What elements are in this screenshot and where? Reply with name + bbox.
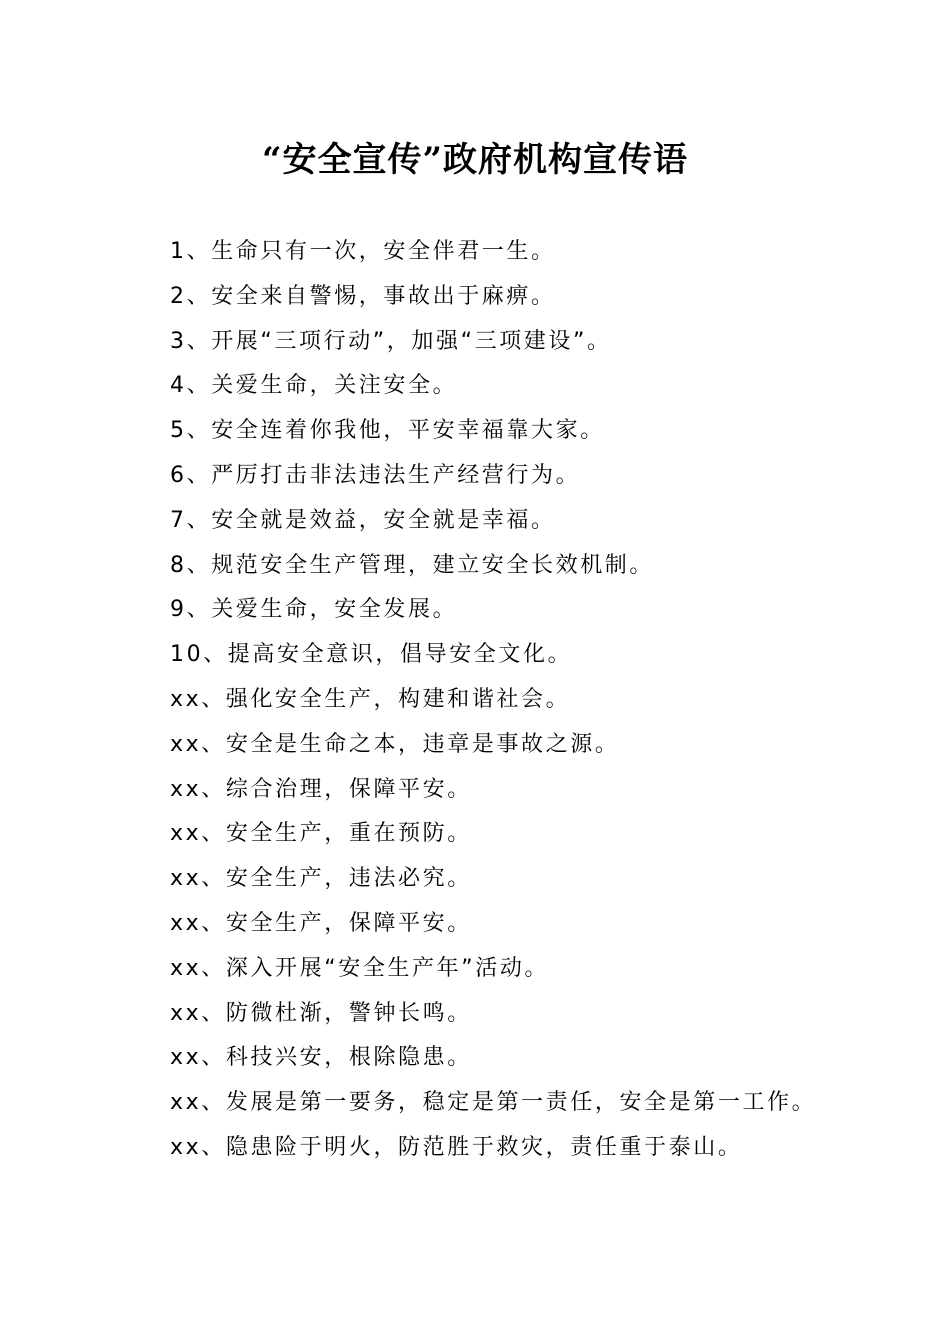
slogan-item: xx、隐患险于明火，防范胜于救灾，责任重于泰山。 <box>170 1134 743 1160</box>
slogan-item: 3、开展“三项行动”，加强“三项建设”。 <box>170 328 612 354</box>
slogan-item: xx、安全生产，违法必究。 <box>170 866 472 892</box>
slogan-item: 1、生命只有一次，安全伴君一生。 <box>170 239 556 264</box>
slogan-item: xx、发展是第一要务，稳定是第一责任，安全是第一工作。 <box>170 1090 817 1116</box>
slogan-item: xx、安全生产，重在预防。 <box>170 821 472 847</box>
document-title: “安全宣传”政府机构宣传语 <box>261 140 689 180</box>
slogan-item: xx、科技兴安，根除隐患。 <box>170 1045 472 1071</box>
slogan-item: 2、安全来自警惕，事故出于麻痹。 <box>170 283 556 309</box>
slogan-item: xx、强化安全生产，构建和谐社会。 <box>170 686 571 712</box>
slogan-item: xx、防微杜渐，警钟长鸣。 <box>170 1000 472 1026</box>
slogan-item: 4、关爱生命，关注安全。 <box>170 373 458 399</box>
slogan-item: 9、关爱生命，安全发展。 <box>170 597 458 623</box>
slogan-list <box>170 230 930 1171</box>
slogan-item: 7、安全就是效益，安全就是幸福。 <box>170 507 556 533</box>
slogan-item: 10、提高安全意识，倡导安全文化。 <box>170 642 573 668</box>
slogan-item: xx、安全是生命之本，违章是事故之源。 <box>170 731 620 757</box>
slogan-item: 5、安全连着你我他，平安幸福靠大家。 <box>170 418 605 444</box>
slogan-item: 8、规范安全生产管理，建立安全长效机制。 <box>170 552 654 578</box>
slogan-item: xx、综合治理，保障平安。 <box>170 776 472 802</box>
slogan-item: 6、严厉打击非法违法生产经营行为。 <box>170 462 581 488</box>
slogan-item: xx、安全生产，保障平安。 <box>170 910 472 936</box>
slogan-item: xx、深入开展“安全生产年”活动。 <box>170 955 550 981</box>
